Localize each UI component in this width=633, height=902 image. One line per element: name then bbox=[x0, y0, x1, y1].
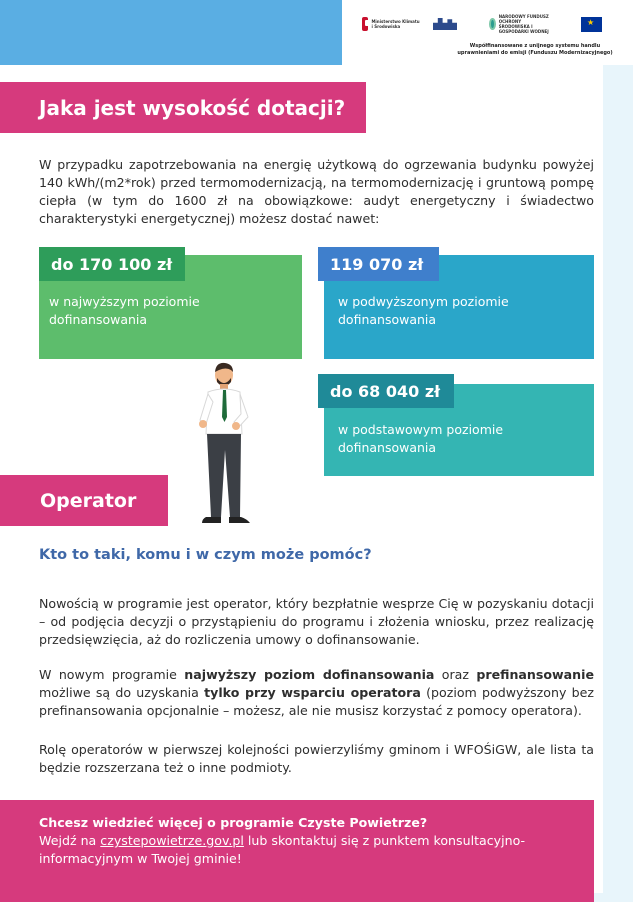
operator-paragraph-1: Nowością w programie jest operator, który bezpłatnie wesprze Cię w pozyskaniu dotacji – od podjęcia decyzji o przystąpieniu do programu i złożenia wniosku, przez realizację przedsięwzięcia, aż do rozliczenia umowy o dofinansowanie. bbox=[39, 596, 594, 647]
footer-text-part: Wejdź na bbox=[39, 833, 101, 848]
text-span: możliwe są do uzyskania bbox=[39, 685, 205, 700]
amount-tag-increased: 119 070 zł bbox=[318, 247, 439, 281]
bold-span: tylko przy wsparciu operatora bbox=[204, 685, 421, 700]
amount-tag-highest: do 170 100 zł bbox=[39, 247, 185, 281]
cofinance-note bbox=[445, 43, 625, 57]
text-span: W nowym programie bbox=[39, 667, 185, 682]
amount-desc-line: w podstawowym poziomie bbox=[338, 422, 504, 437]
bold-span: prefinansowanie bbox=[476, 667, 594, 682]
man-right-shoe bbox=[229, 517, 250, 523]
man-left-hand bbox=[199, 420, 207, 428]
bgk-logo bbox=[433, 14, 459, 34]
amount-desc-line: dofinansowania bbox=[338, 440, 437, 455]
man-right-hand bbox=[232, 422, 240, 430]
footer-text-part: lub skontaktuj się z punktem konsultacyjno-informacyjnym w Twojej gminie! bbox=[39, 833, 526, 866]
subsidy-intro-text: W przypadku zapotrzebowania na energię użytkową do ogrzewania budynku powyżej 140 kWh/(m2*rok) przed termomodernizacją, na termomodernizację i gruntową pompę ciepła (w tym do 1600 zł na obowiązkowe: audyt energetyczny i świadectwo charakterystyki energetycznej) możesz dostać nawet: bbox=[39, 157, 594, 226]
footer-text bbox=[39, 814, 579, 868]
eu-flag-logo bbox=[581, 14, 603, 34]
amount-desc-basic bbox=[338, 421, 558, 457]
amount-desc-highest bbox=[49, 293, 269, 329]
cofinance-line-2: uprawnieniami do emisji (Funduszu Modernizacyjnego) bbox=[457, 50, 613, 56]
section-title-operator: Operator bbox=[0, 475, 168, 526]
nfosigw-emblem-icon bbox=[489, 18, 496, 30]
amount-tag-basic: do 68 040 zł bbox=[318, 374, 454, 408]
amount-desc-increased bbox=[338, 293, 558, 329]
text-span: oraz bbox=[434, 667, 477, 682]
operator-paragraph-2 bbox=[39, 666, 594, 720]
nfosigw-logo-text: NARODOWY FUNDUSZ OCHRONY ŚRODOWISKA I GOSPODARKI WODNEJ bbox=[498, 14, 549, 34]
amount-desc-line: w najwyższym poziomie bbox=[49, 294, 200, 309]
man-trousers bbox=[207, 434, 241, 517]
man-left-shoe bbox=[202, 517, 221, 523]
side-band-decoration bbox=[603, 65, 633, 902]
amount-desc-line: dofinansowania bbox=[338, 312, 437, 327]
amount-desc-line: w podwyższonym poziomie bbox=[338, 294, 509, 309]
nfosigw-logo bbox=[489, 14, 553, 34]
footer-question: Chcesz wiedzieć więcej o programie Czyste Powietrze? bbox=[39, 815, 428, 830]
section-title-subsidy: Jaka jest wysokość dotacji? bbox=[0, 82, 366, 133]
header-blue-block bbox=[0, 0, 342, 65]
text-span: (poziom podwyższony bez prefinansowania opcjonalnie – możesz, ale nie musisz korzystać z pomocy operatora). bbox=[39, 685, 595, 718]
amount-desc-line: dofinansowania bbox=[49, 312, 148, 327]
operator-paragraph-3: Rolę operatorów w pierwszej kolejności powierzyliśmy gminom i WFOŚiGW, ale lista ta będzie rozszerzana też o inne podmioty. bbox=[39, 742, 594, 775]
eagle-icon bbox=[362, 17, 368, 31]
bold-span: najwyższy poziom dofinansowania bbox=[184, 667, 435, 682]
website-link[interactable]: czystepowietrze.gov.pl bbox=[100, 833, 244, 848]
ministry-logo-text: Ministerstwo Klimatu i Środowiska bbox=[371, 19, 420, 29]
cofinance-line-1: Współfinansowane z unijnego systemu handlu bbox=[469, 43, 601, 49]
man-illustration bbox=[192, 362, 272, 527]
operator-subtitle: Kto to taki, komu i w czym może pomóc? bbox=[39, 547, 372, 563]
ministry-logo bbox=[362, 14, 422, 34]
eu-flag-icon bbox=[581, 17, 602, 32]
bank-building-icon bbox=[433, 18, 457, 30]
